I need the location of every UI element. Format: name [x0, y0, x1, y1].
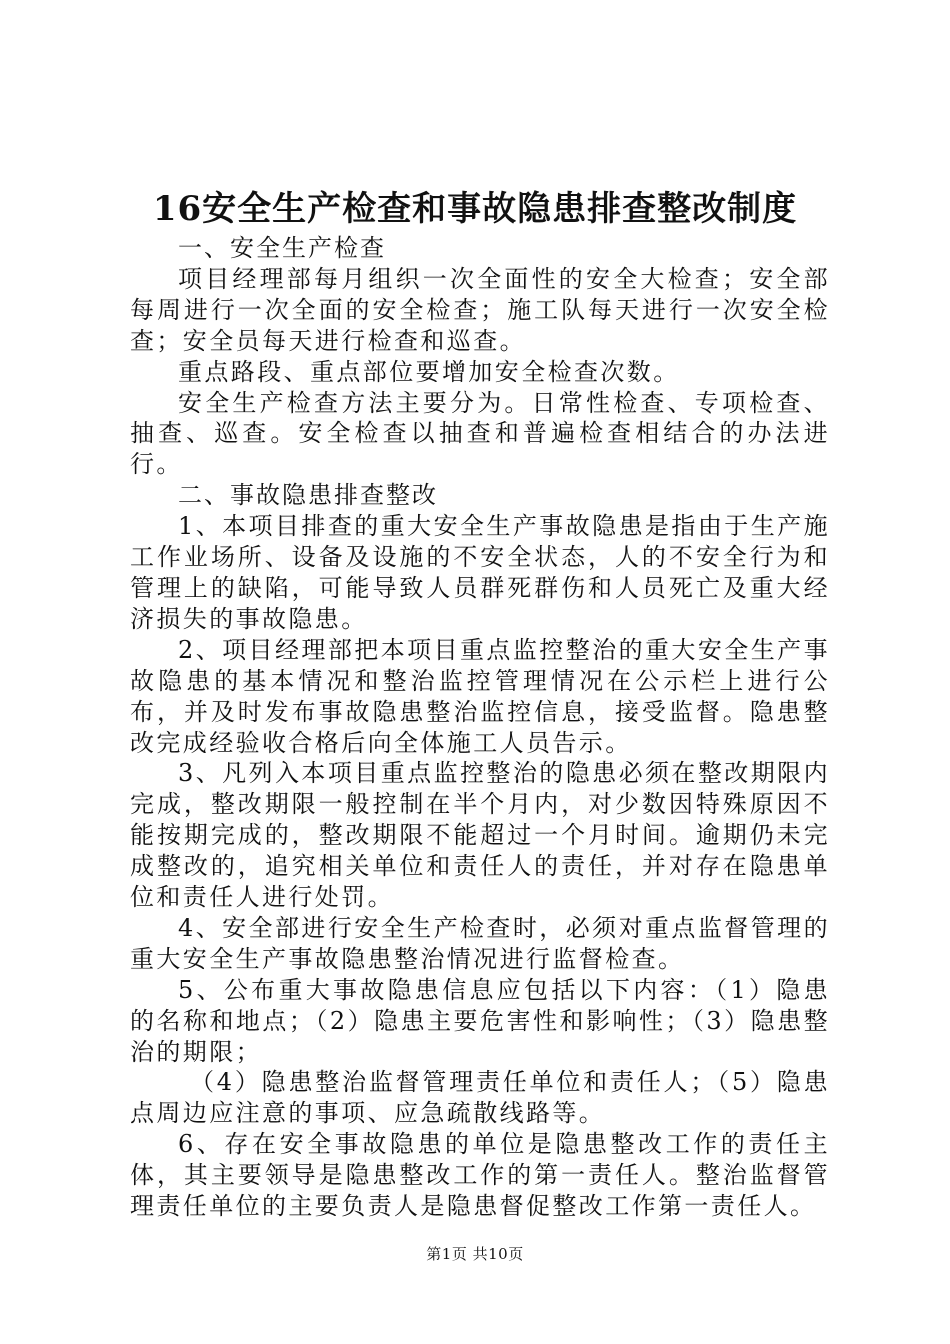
document-title: 16安全生产检查和事故隐患排查整改制度 — [152, 189, 798, 229]
paragraph-inspection-methods: 安全生产检查方法主要分为。日常性检查、专项检查、抽查、巡查。安全检查以抽查和普遍检查相结合的办法进行。 — [130, 388, 830, 479]
paragraph-item-3: 3、凡列入本项目重点监控整治的隐患必须在整改期限内完成，整改期限一般控制在半个月内，对少数因特殊原因不能按期完成的，整改期限不能超过一个月时间。逾期仍未完成整改的，追究相关单位和责任人的责任，并对存在隐患单位和责任人进行处罚。 — [130, 759, 830, 912]
paragraph-item-6: 6、存在安全事故隐患的单位是隐患整改工作的责任主体，其主要领导是隐患整改工作的第一责任人。整治监督管理责任单位的主要负责人是隐患督促整改工作第一责任人。 — [130, 1130, 830, 1221]
section-heading-hazard-rectification: 二、事故隐患排查整改 — [178, 481, 438, 510]
page-number-footer: 第1页 共10页 — [426, 1245, 524, 1263]
paragraph-item-5-continued: （4）隐患整治监督管理责任单位和责任人；（5）隐患点周边应注意的事项、应急疏散线路等。 — [130, 1068, 830, 1128]
paragraph-inspection-frequency: 项目经理部每月组织一次全面性的安全大检查；安全部每周进行一次全面的安全检查；施工队每天进行一次安全检查；安全员每天进行检查和巡查。 — [130, 264, 830, 355]
paragraph-item-4: 4、安全部进行安全生产检查时，必须对重点监督管理的重大安全生产事故隐患整治情况进行监督检查。 — [130, 913, 830, 973]
paragraph-item-5: 5、公布重大事故隐患信息应包括以下内容：（1）隐患的名称和地点；（2）隐患主要危害性和影响性；（3）隐患整治的期限； — [130, 975, 830, 1066]
paragraph-key-sections: 重点路段、重点部位要增加安全检查次数。 — [178, 357, 680, 386]
section-heading-safety-inspection: 一、安全生产检查 — [178, 234, 386, 262]
paragraph-item-1: 1、本项目排查的重大安全生产事故隐患是指由于生产施工作业场所、设备及设施的不安全状态，人的不安全行为和管理上的缺陷，可能导致人员群死群伤和人员死亡及重大经济损失的事故隐患。 — [130, 512, 830, 633]
document-body — [130, 233, 830, 1222]
paragraph-item-2: 2、项目经理部把本项目重点监控整治的重大安全生产事故隐患的基本情况和整治监控管理情况在公示栏上进行公布，并及时发布事故隐患整治监控信息，接受监督。隐患整改完成经验收合格后向全体施工人员告示。 — [130, 635, 830, 757]
